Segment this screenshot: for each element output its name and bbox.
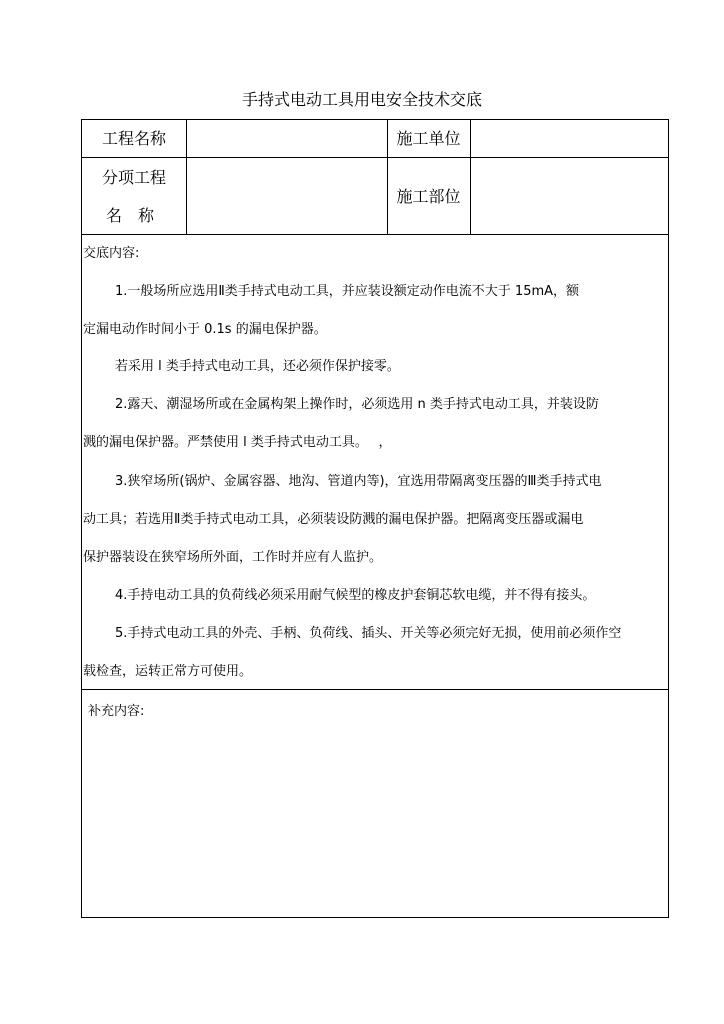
sub-project-label-line1: 分项工程	[101, 168, 166, 187]
col-divider-1	[186, 120, 187, 234]
construction-unit-label: 施工单位	[396, 129, 461, 148]
disclosure-line-11: 载检查，运转正常方可使用。	[83, 664, 253, 679]
construction-part-label: 施工部位	[396, 187, 461, 206]
sub-project-label-line2: 名 称	[105, 206, 154, 225]
disclosure-line-2: 定漏电动作时间小于 0.1s 的漏电保护器。	[83, 322, 327, 337]
supplement-heading: 补充内容:	[88, 704, 145, 719]
row-divider-2	[82, 234, 668, 235]
disclosure-line-3: 若采用 l 类手持式电动工具，还必须作保护接零。	[115, 359, 400, 374]
project-name-label: 工程名称	[101, 129, 166, 148]
disclosure-line-1: 1.一般场所应选用Ⅱ类手持式电动工具，并应装设额定动作电流不大于 15mA，额	[115, 284, 580, 299]
disclosure-line-10: 5.手持式电动工具的外壳、手柄、负荷线、插头、开关等必须完好无损，使用前必须作空	[115, 626, 622, 641]
document-title: 手持式电动工具用电安全技术交底	[241, 90, 482, 109]
disclosure-heading: 交底内容:	[83, 246, 140, 261]
disclosure-line-9: 4.手持电动工具的负荷线必须采用耐气候型的橡皮护套铜芯软电缆，并不得有接头。	[115, 588, 596, 603]
row-divider-3	[82, 689, 668, 690]
row-divider-1	[82, 157, 668, 158]
disclosure-line-7: 动工具；若选用Ⅱ类手持式电动工具，必须装设防溅的漏电保护器。把隔离变压器或漏电	[83, 512, 584, 527]
disclosure-line-4: 2.露天、潮湿场所或在金属构架上操作时，必须选用 n 类手持式电动工具，并装设防	[115, 397, 599, 412]
disclosure-line-8: 保护器装设在狭窄场所外面，工作时并应有人监护。	[83, 550, 383, 565]
disclosure-form-table	[81, 119, 669, 918]
col-divider-3	[470, 120, 471, 234]
disclosure-line-6: 3.狭窄场所(锅炉、金属容器、地沟、管道内等)，宜选用带隔离变压器的Ⅲ类手持式电	[115, 474, 602, 489]
disclosure-line-5: 溅的漏电保护器。严禁使用 l 类手持式电动工具。 ，	[83, 435, 392, 450]
